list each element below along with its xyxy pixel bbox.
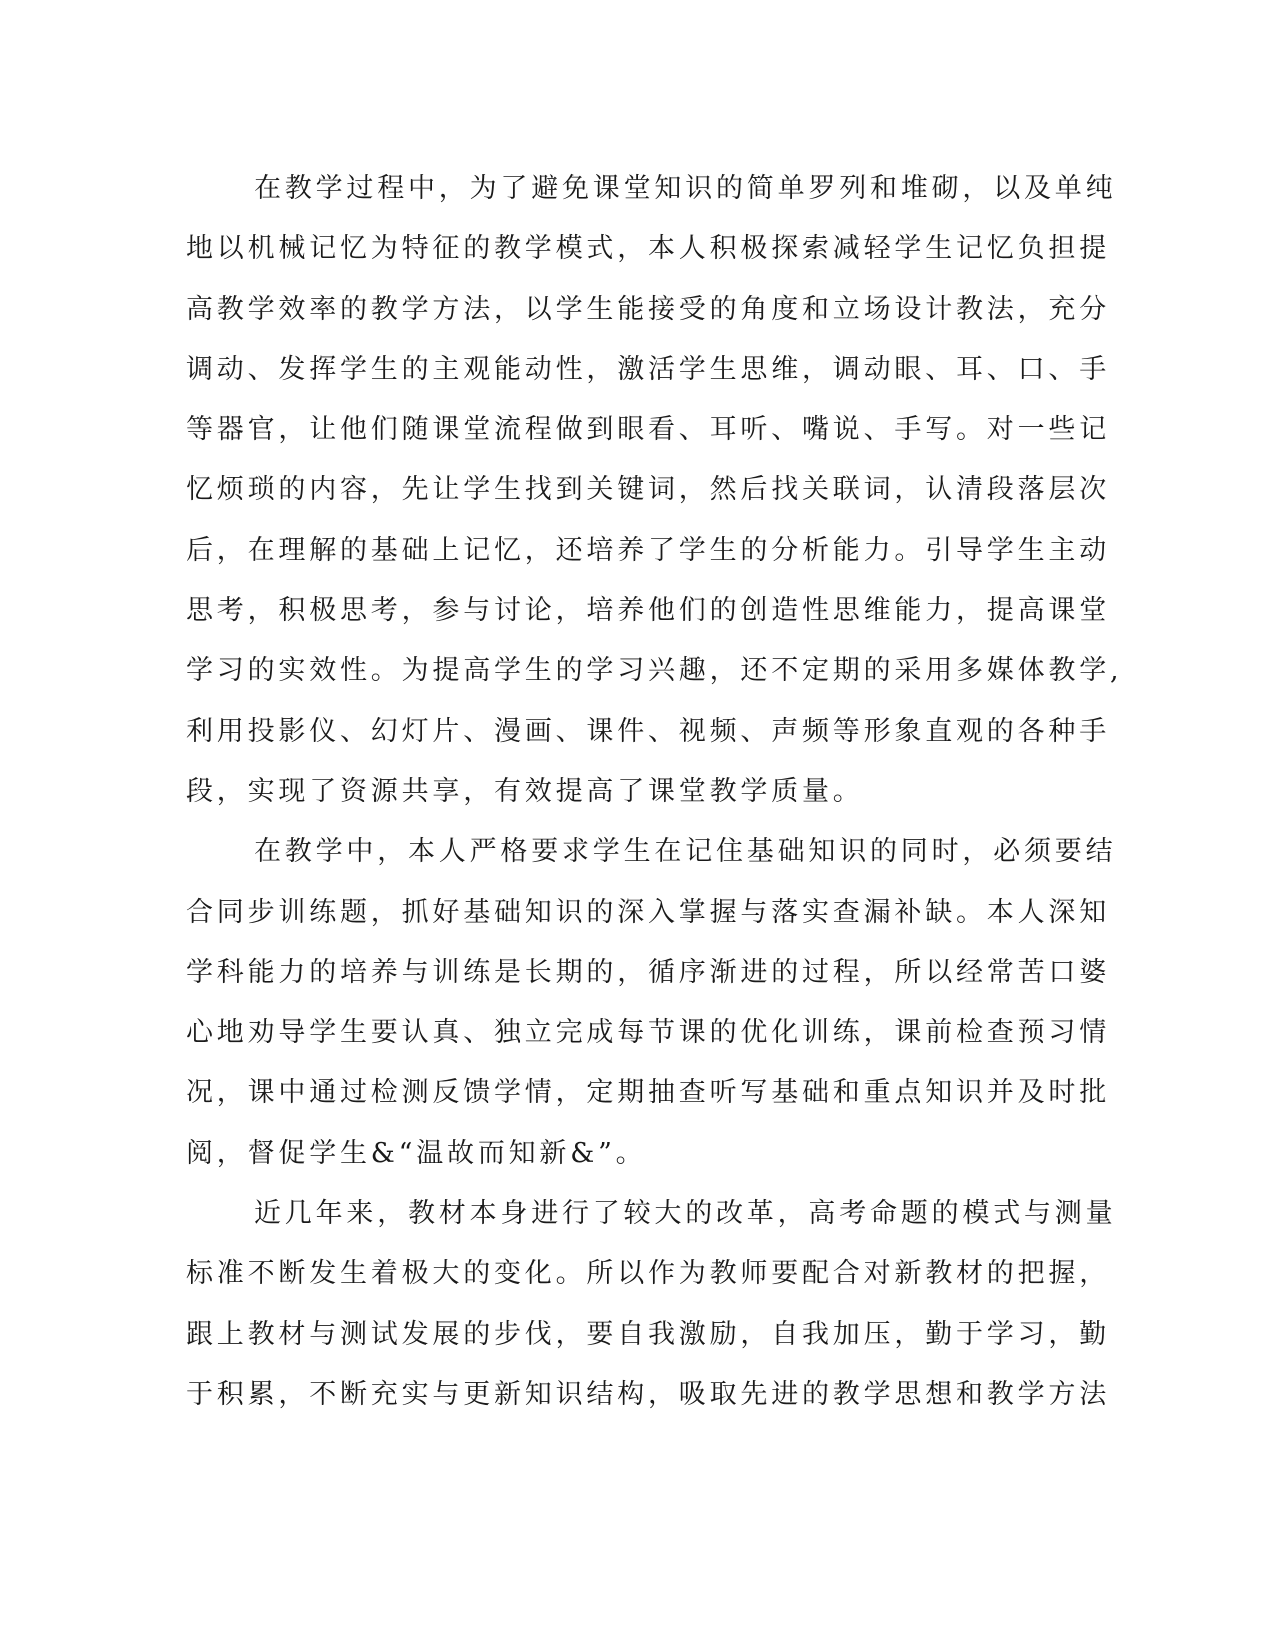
text-line: 段，实现了资源共享，有效提高了课堂教学质量。 bbox=[186, 775, 864, 807]
text-line: 等器官，让他们随课堂流程做到眼看、耳听、嘴说、手写。对一些记 bbox=[186, 414, 1110, 446]
text-line: 在教学中，本人严格要求学生在记住基础知识的同时，必须要结 bbox=[254, 836, 1117, 868]
text-line: 跟上教材与测试发展的步伐，要自我激励，自我加压，勤于学习，勤 bbox=[186, 1318, 1110, 1350]
paragraph-1 bbox=[186, 159, 1123, 822]
text-line: 思考，积极思考，参与讨论，培养他们的创造性思维能力，提高课堂 bbox=[186, 595, 1110, 627]
text-line: 调动、发挥学生的主观能动性，激活学生思维，调动眼、耳、口、手 bbox=[186, 353, 1110, 385]
text-line: 于积累，不断充实与更新知识结构，吸取先进的教学思想和教学方法 bbox=[186, 1378, 1110, 1410]
text-line: 后，在理解的基础上记忆，还培养了学生的分析能力。引导学生主动 bbox=[186, 534, 1110, 566]
text-line: 在教学过程中，为了避免课堂知识的简单罗列和堆砌，以及单纯 bbox=[254, 173, 1117, 204]
text-line: 地以机械记忆为特征的教学模式，本人积极探索减轻学生记忆负担提 bbox=[186, 233, 1110, 265]
paragraph-3 bbox=[186, 1184, 1117, 1425]
text-line: 况，课中通过检测反馈学情，定期抽查听写基础和重点知识并及时批 bbox=[186, 1077, 1110, 1109]
text-line: 忆烦琐的内容，先让学生找到关键词，然后找关联词，认清段落层次 bbox=[186, 474, 1110, 506]
text-line: 学习的实效性。为提高学生的学习兴趣，还不定期的采用多媒体教学, bbox=[186, 655, 1123, 687]
text-line: 标准不断发生着极大的变化。所以作为教师要配合对新教材的把握， bbox=[186, 1258, 1110, 1290]
text-line: 近几年来，教材本身进行了较大的改革，高考命题的模式与测量 bbox=[254, 1198, 1117, 1230]
text-line: 学科能力的培养与训练是长期的，循序渐进的过程，所以经常苦口婆 bbox=[186, 956, 1110, 988]
text-line: 利用投影仪、幻灯片、漫画、课件、视频、声频等形象直观的各种手 bbox=[186, 715, 1110, 747]
paragraph-2 bbox=[186, 822, 1117, 1184]
text-line: 高教学效率的教学方法，以学生能接受的角度和立场设计教法，充分 bbox=[186, 293, 1110, 325]
text-line: 合同步训练题，抓好基础知识的深入掌握与落实查漏补缺。本人深知 bbox=[186, 896, 1110, 928]
document-body bbox=[186, 159, 1123, 1425]
text-line: 心地劝导学生要认真、独立完成每节课的优化训练，课前检查预习情 bbox=[186, 1017, 1110, 1049]
text-line: 阅，督促学生&“温故而知新&”。 bbox=[186, 1137, 647, 1169]
